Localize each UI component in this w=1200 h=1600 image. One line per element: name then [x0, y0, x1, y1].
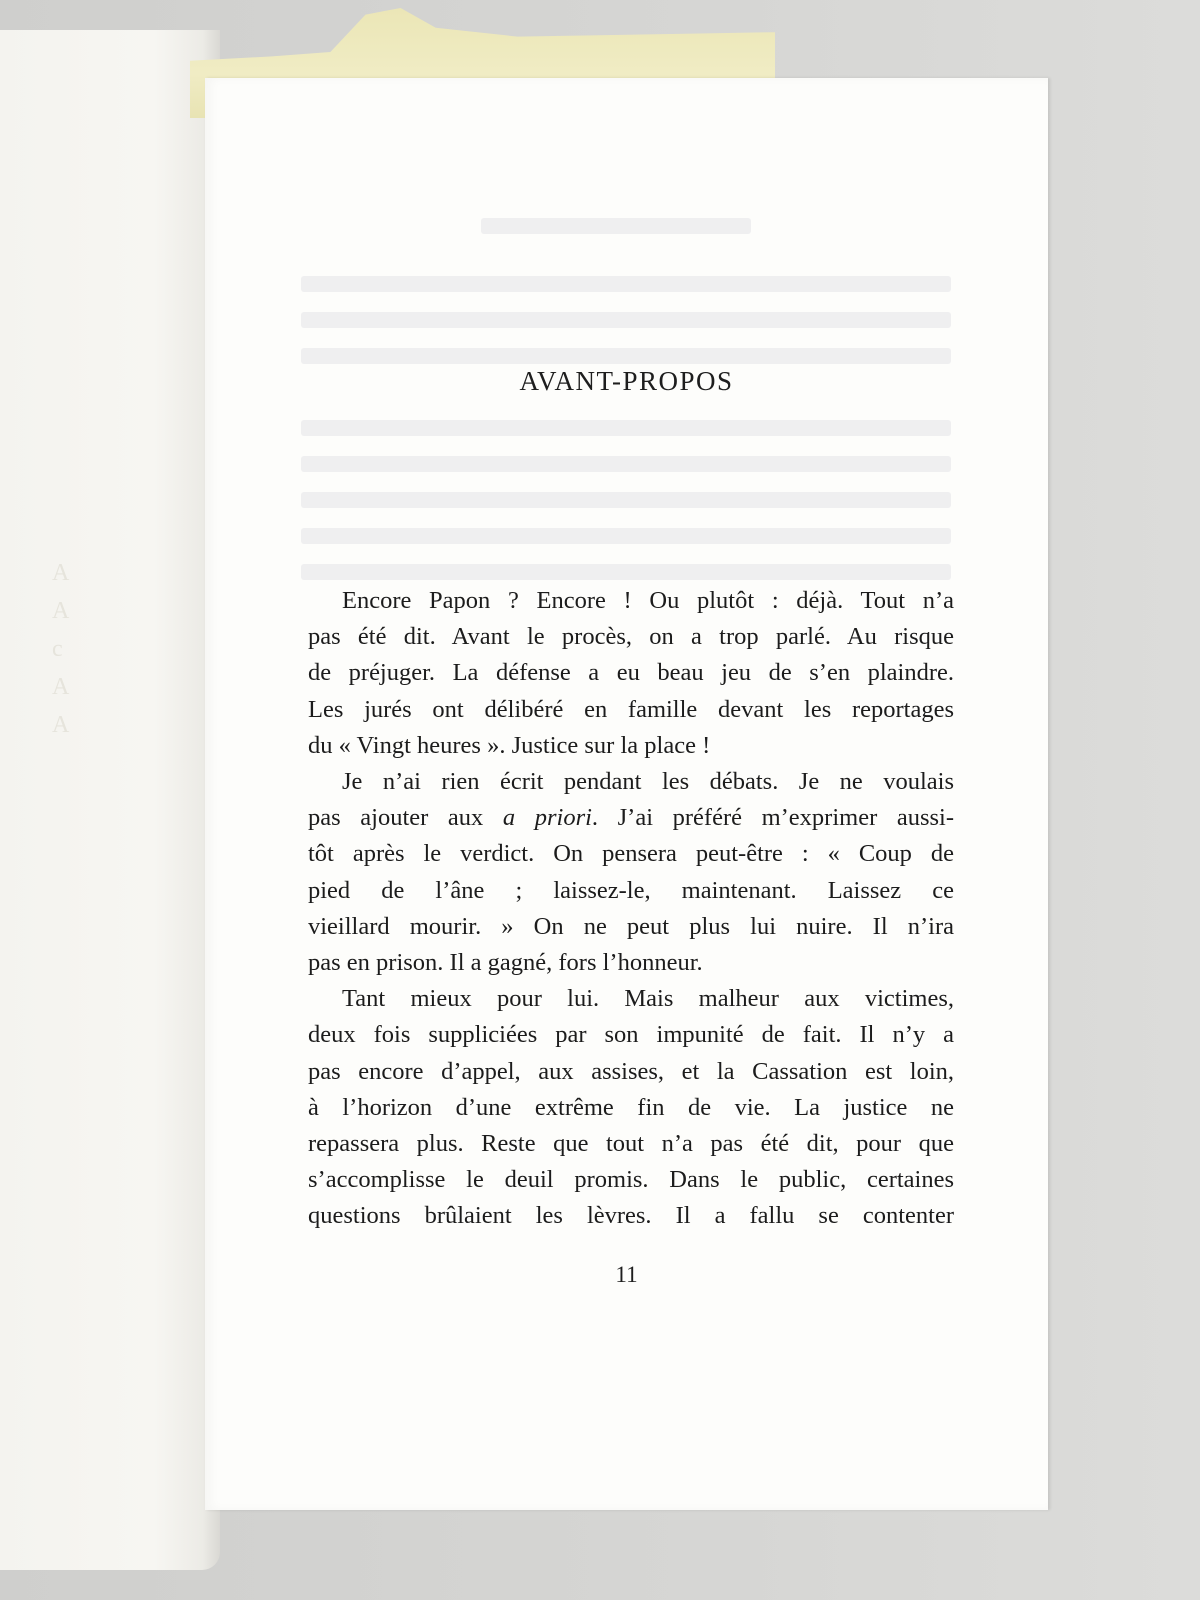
text-line: Tant mieux pour lui. Mais malheur aux victimes, [342, 985, 954, 1013]
text-line-with-italic [308, 800, 954, 836]
text-line: pas en prison. Il a gagné, fors l’honneur. [308, 949, 703, 977]
italic-phrase: a priori [502, 804, 592, 832]
text-line: à l’horizon d’une extrême fin de vie. La justice ne [308, 1093, 954, 1121]
show-through-line [301, 492, 951, 508]
show-through-line [301, 276, 951, 292]
show-through-mark: c [52, 636, 63, 662]
left-page [0, 30, 220, 1570]
text-line: deux fois suppliciées par son impunité de fait. Il n’y a [308, 1021, 954, 1049]
text-line: pied de l’âne ; laissez-le, maintenant. Laissez ce [308, 876, 954, 904]
show-through-line [301, 348, 951, 364]
text-line: Les jurés ont délibéré en famille devant les reportages [308, 695, 954, 723]
text-line: questions brûlaient les lèvres. Il a fallu se contenter [308, 1202, 954, 1230]
text-line: du « Vingt heures ». Justice sur la place ! [308, 731, 711, 759]
text-line: pas été dit. Avant le procès, on a trop parlé. Au risque [308, 623, 954, 651]
show-through-mark: A [52, 712, 70, 738]
show-through-line [301, 564, 951, 580]
text-line: tôt après le verdict. On pensera peut-être : « Coup de [308, 840, 954, 868]
text-line: repassera plus. Reste que tout n’a pas été dit, pour que [308, 1130, 954, 1158]
text-line: Encore Papon ? Encore ! Ou plutôt : déjà. Tout n’a [342, 587, 954, 614]
text-run: pas ajouter aux [308, 804, 503, 832]
show-through-line [301, 456, 951, 472]
page-number: 11 [615, 1262, 638, 1287]
book-page [205, 78, 1048, 1510]
show-through-mark: A [52, 560, 70, 586]
show-through-line [301, 312, 951, 328]
text-run: . J’ai préféré m’exprimer aussi- [591, 804, 954, 832]
show-through-mark: A [52, 674, 70, 700]
show-through-line [301, 528, 951, 544]
show-through-mark: A [52, 598, 70, 624]
body-text [308, 583, 954, 1235]
text-line: vieillard mourir. » On ne peut plus lui nuire. Il n’ira [308, 912, 954, 940]
text-line: de préjuger. La défense a eu beau jeu de s’en plaindre. [308, 659, 954, 687]
text-line: s’accomplisse le deuil promis. Dans le public, certaines [308, 1166, 954, 1194]
show-through-line [481, 218, 751, 234]
chapter-title: AVANT-PROPOS [519, 366, 734, 396]
text-line: pas encore d’appel, aux assises, et la Cassation est loin, [308, 1057, 954, 1085]
show-through-line [301, 420, 951, 436]
text-line: Je n’ai rien écrit pendant les débats. Je ne voulais [342, 768, 954, 796]
